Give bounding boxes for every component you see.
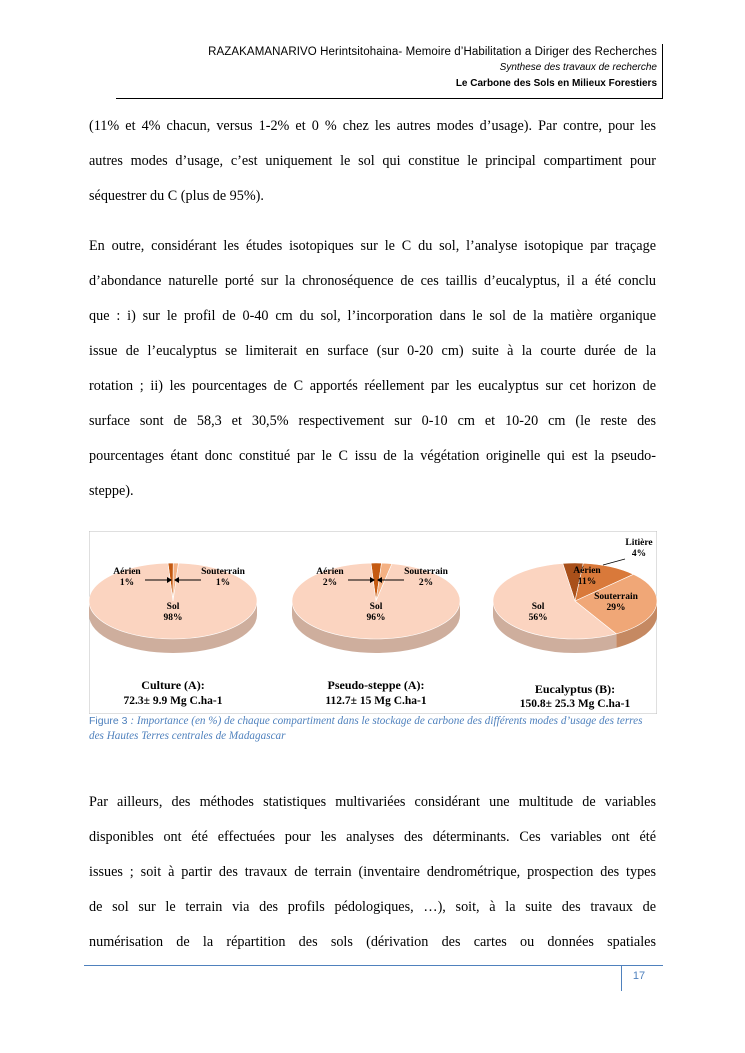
text-line: numérisation de la répartition des sols (dérivation des cartes ou données spatiales <box>89 934 656 950</box>
slice-value-label: 4% <box>631 549 647 559</box>
slice-value-label: 96% <box>366 613 386 623</box>
paragraph-1 <box>89 116 656 221</box>
slice-value-label: 1% <box>119 578 135 588</box>
slice-value-label: 98% <box>163 613 183 623</box>
text-line: issues ; soit à partir des travaux de terrain (inventaire dendrométrique, prospection des types <box>89 864 656 880</box>
header-chapter: Le Carbone des Sols en Milieux Forestiers <box>455 78 657 89</box>
figure-caption-text: : Importance (en %) de chaque compartiment dans le stockage de carbone des différents modes d’usage des terres des Hautes Terres centrales de Madagascar <box>89 715 643 742</box>
footer-vertical-rule <box>621 966 622 991</box>
text-line: d’abondance naturelle porté sur la chronoséquence de ces taillis d’eucalyptus, il a été conclu <box>89 273 656 289</box>
page-number: 17 <box>632 970 646 982</box>
text-line: de sol sur le terrain via des profils pédologiques, …), soit, à la suite des travaux de <box>89 899 656 915</box>
slice-value-label: 11% <box>577 577 597 587</box>
header-vertical-rule <box>662 44 663 98</box>
slice-value-label: 29% <box>606 603 626 613</box>
slice-name-label: Aérien <box>573 566 601 576</box>
figure-label: Figure 3 <box>89 715 128 727</box>
text-line: pourcentages étant donc constitué par le C issu de la végétation originelle qui est la pseudo- <box>89 448 656 464</box>
slice-name-label: Sol <box>166 602 180 612</box>
chart-total-label: 150.8± 25.3 Mg C.ha-1 <box>519 698 631 710</box>
footer-rule <box>84 965 663 966</box>
text-line: Par ailleurs, des méthodes statistiques multivariées considérant une multitude de variables <box>89 794 656 810</box>
chart-title: Culture (A): <box>141 678 205 692</box>
chart-total-label: 72.3± 9.9 Mg C.ha-1 <box>123 695 223 707</box>
slice-value-label: 2% <box>322 578 338 588</box>
paragraph-2 <box>89 236 656 516</box>
chart-title: Eucalyptus (B): <box>534 682 616 696</box>
text-line: surface sont de 58,3 et 30,5% respectivement sur 0-10 cm et 10-20 cm (le reste des <box>89 413 656 429</box>
slice-name-label: Souterrain <box>201 567 245 577</box>
slice-name-label: Souterrain <box>404 567 448 577</box>
slice-value-label: 2% <box>418 578 434 588</box>
header-section: Synthese des travaux de recherche <box>499 62 657 73</box>
text-line: (11% et 4% chacun, versus 1-2% et 0 % chez les autres modes d’usage). Par contre, pour les <box>89 118 656 134</box>
figure-3-pie-charts <box>89 531 657 714</box>
slice-name-label: Litière <box>625 538 653 548</box>
slice-value-label: 56% <box>528 613 548 623</box>
text-line: En outre, considérant les études isotopiques sur le C du sol, l’analyse isotopique par traçage <box>89 238 656 254</box>
header-horizontal-rule <box>116 98 663 99</box>
slice-name-label: Sol <box>369 602 383 612</box>
chart-title: Pseudo-steppe (A): <box>327 678 425 692</box>
slice-name-label: Sol <box>531 602 545 612</box>
running-header <box>208 44 657 92</box>
text-line: steppe). <box>89 483 134 499</box>
figure-caption <box>89 714 649 744</box>
slice-name-label: Aérien <box>113 567 141 577</box>
text-line: disponibles ont été effectuées pour les analyses des déterminants. Ces variables ont été <box>89 829 656 845</box>
pie-charts-svg <box>89 531 657 714</box>
chart-total-label: 112.7± 15 Mg C.ha-1 <box>325 695 427 707</box>
slice-name-label: Souterrain <box>594 592 638 602</box>
slice-value-label: 1% <box>215 578 231 588</box>
text-line: issue de l’eucalyptus se limiterait en surface (sur 0-20 cm) suite à la courte durée de la <box>89 343 656 359</box>
text-line: que : i) sur le profil de 0-40 cm du sol, l’incorporation dans le sol de la matière organique <box>89 308 656 324</box>
slice-name-label: Aérien <box>316 567 344 577</box>
text-line: séquestrer du C (plus de 95%). <box>89 188 264 204</box>
paragraph-3 <box>89 792 656 967</box>
text-line: rotation ; ii) les pourcentages de C apportés réellement par les eucalyptus sur cet horizon de <box>89 378 656 394</box>
text-line: autres modes d’usage, c’est uniquement le sol qui constitue le principal compartiment pour <box>89 153 656 169</box>
header-author-title: RAZAKAMANARIVO Herintsitohaina- Memoire d’Habilitation a Diriger des Recherches <box>208 46 657 58</box>
